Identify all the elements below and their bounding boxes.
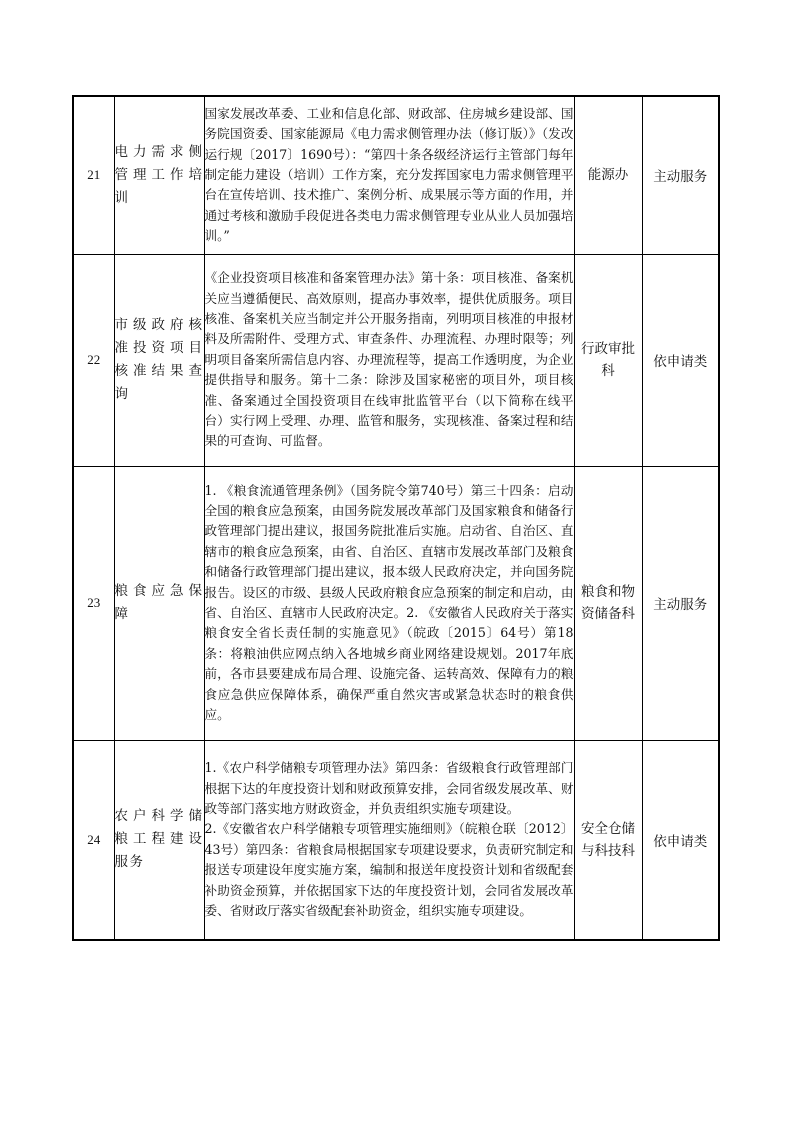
responsible-department: 粮食和物资储备科 bbox=[574, 466, 642, 740]
service-type: 依申请类 bbox=[642, 740, 719, 940]
service-name: 市级政府核准投资项目核准结果查询 bbox=[114, 254, 204, 466]
service-type: 主动服务 bbox=[642, 96, 719, 254]
legal-basis bbox=[204, 466, 574, 740]
legal-basis bbox=[204, 96, 574, 254]
table-row bbox=[73, 740, 719, 940]
row-number: 23 bbox=[73, 466, 114, 740]
service-type: 主动服务 bbox=[642, 466, 719, 740]
row-number: 21 bbox=[73, 96, 114, 254]
legal-basis bbox=[204, 254, 574, 466]
service-name: 电力需求侧管理工作培训 bbox=[114, 96, 204, 254]
responsible-department: 能源办 bbox=[574, 96, 642, 254]
basis-paragraph: 1. 《粮食流通管理条例》（国务院令第740号）第三十四条：启动全国的粮食应急预案，由国务院发展改革部门及国家粮食和储备行政管理部门提出建议，报国务院批准后实施。启动省、自治区、直辖市的粮食应急预案，由省、自治区、直辖市发展改革部门及粮食和储备行政管理部门提出建议，报本级人民政府决定，并向国务院报告。设区的市级、县级人民政府粮食应急预案的制定和启动，由省、自治区、直辖市人民政府决定。2. 《安徽省人民政府关于落实粮食安全省长责任制的实施意见》（皖政〔2015〕64号）第18条：将粮油供应网点纳入各地城乡商业网络建设规划。2017年底前，各市县要建成布局合理、设施完备、运转高效、保障有力的粮食应急供应保障体系，确保严重自然灾害或紧急状态时的粮食供应。 bbox=[204, 482, 574, 723]
row-number: 22 bbox=[73, 254, 114, 466]
service-name: 粮食应急保障 bbox=[114, 466, 204, 740]
table-row bbox=[73, 466, 719, 740]
legal-basis bbox=[204, 740, 574, 940]
responsible-department: 行政审批科 bbox=[574, 254, 642, 466]
service-name: 农户科学储粮工程建设服务 bbox=[114, 740, 204, 940]
basis-paragraph: 国家发展改革委、工业和信息化部、财政部、住房城乡建设部、国务院国资委、国家能源局《电力需求侧管理办法（修订版）》（发改运行规〔2017〕1690号）：“第四十条各级经济运行主管部门每年制定能力建设（培训）工作方案，充分发挥国家电力需求侧管理平台在宣传培训、技术推广、案例分析、成果展示等方面的作用，并通过考核和激励手段促进各类电力需求侧管理专业从业人员加强培训。” bbox=[204, 105, 574, 244]
service-list-table bbox=[72, 95, 720, 941]
basis-paragraph: 《企业投资项目核准和备案管理办法》第十条：项目核准、备案机关应当遵循便民、高效原则，提高办事效率，提供优质服务。项目核准、备案机关应当制定并公开服务指南，列明项目核准的申报材料及所需附件、受理方式、审查条件、办理流程、办理时限等；列明项目备案所需信息内容、办理流程等，提高工作透明度，为企业提供指导和服务。第十二条：除涉及国家秘密的项目外，项目核准、备案通过全国投资项目在线审批监管平台（以下简称在线平台）实行网上受理、办理、监管和服务，实现核准、备案过程和结果的可查询、可监督。 bbox=[204, 270, 574, 449]
row-number: 24 bbox=[73, 740, 114, 940]
basis-paragraph: 1.《农户科学储粮专项管理办法》第四条：省级粮食行政管理部门根据下达的年度投资计划和财政预算安排，会同省级发展改革、财政等部门落实地方财政资金，并负责组织实施专项建设。 bbox=[204, 760, 574, 816]
service-type: 依申请类 bbox=[642, 254, 719, 466]
responsible-department: 安全仓储与科技科 bbox=[574, 740, 642, 940]
table-row bbox=[73, 96, 719, 254]
basis-paragraph: 2.《安徽省农户科学储粮专项管理实施细则》（皖粮仓联〔2012〕43号）第四条：省粮食局根据国家专项建设要求，负责研究制定和报送专项建设年度实施方案，编制和报送年度投资计划和省级配套补助资金预算，并依据国家下达的年度投资计划，会同省发展改革委、省财政厅落实省级配套补助资金，组织实施专项建设。 bbox=[204, 821, 574, 918]
table-row bbox=[73, 254, 719, 466]
